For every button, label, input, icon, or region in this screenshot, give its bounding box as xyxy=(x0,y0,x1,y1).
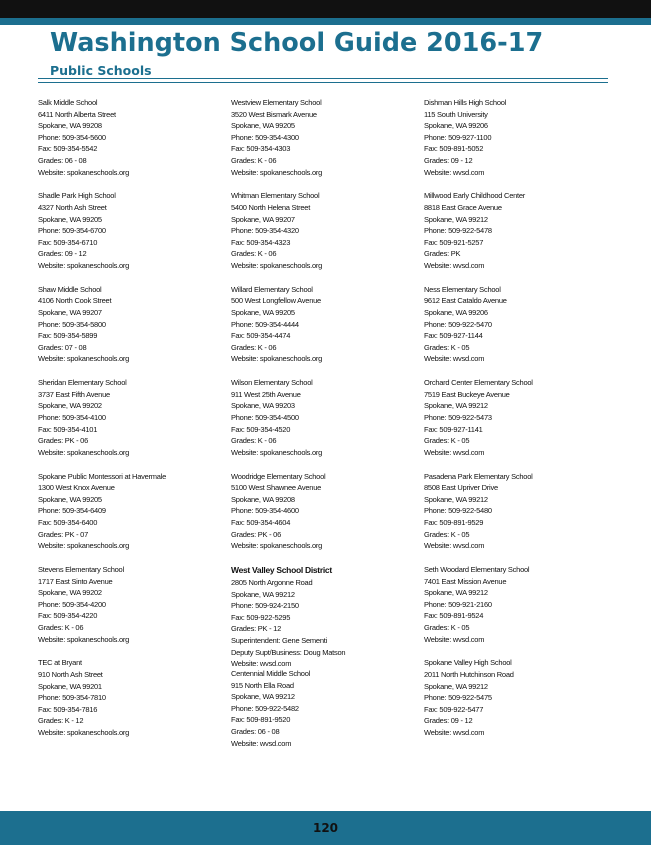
entry-detail-line: Phone: 509-354-6409 xyxy=(38,506,106,516)
entry-detail-line: Website: spokaneschools.org xyxy=(38,541,130,551)
entry-detail-line: 915 North Ella Road xyxy=(231,680,294,690)
entry-detail-line: 3737 East Fifth Avenue xyxy=(38,389,110,399)
entry-detail-line: Phone: 509-922-5478 xyxy=(424,226,492,236)
entry-detail-line: Fax: 509-354-4520 xyxy=(231,424,291,434)
entry-detail-line: Grades: PK xyxy=(424,249,461,259)
entry-detail-line: Fax: 509-354-5542 xyxy=(38,144,98,154)
entry-detail-line: Spokane, WA 99212 xyxy=(424,494,488,504)
school-name: Dishman Hills High School xyxy=(424,98,507,107)
school-entry xyxy=(231,97,421,190)
entry-detail-line: Phone: 509-922-5473 xyxy=(424,412,492,422)
entry-detail-line: Spokane, WA 99206 xyxy=(424,307,488,317)
school-entry xyxy=(424,657,614,750)
top-bar xyxy=(0,0,651,18)
school-name: Spokane Valley High School xyxy=(424,658,512,668)
entry-detail-line: Grades: 06 - 08 xyxy=(38,155,87,165)
entry-detail-line: 4327 North Ash Street xyxy=(38,202,107,212)
entry-detail-line: Deputy Supt/Business: Doug Matson xyxy=(231,647,346,657)
entry-detail-line: 2805 North Argonne Road xyxy=(231,577,313,587)
school-entry xyxy=(38,377,228,470)
entry-detail-line: Phone: 509-354-7810 xyxy=(38,693,106,703)
entry-detail-line: Website: spokaneschools.org xyxy=(231,541,323,551)
entry-detail-line: 7519 East Buckeye Avenue xyxy=(424,389,510,399)
entry-detail-line: Grades: PK - 07 xyxy=(38,529,89,539)
entry-detail-line: Fax: 509-891-9524 xyxy=(424,611,484,621)
entry-detail-line: Spokane, WA 99207 xyxy=(38,307,102,317)
entry-detail-line: Spokane, WA 99212 xyxy=(231,589,295,599)
entry-detail-line: Grades: 07 - 08 xyxy=(38,342,87,352)
school-entry xyxy=(424,377,614,470)
column-3 xyxy=(424,97,614,751)
school-entry xyxy=(38,284,228,377)
entry-detail-line: 910 North Ash Street xyxy=(38,669,103,679)
section-subtitle: Public Schools xyxy=(50,63,152,78)
entry-detail-line: Grades: K - 12 xyxy=(38,716,84,726)
entry-detail-line: Spokane, WA 99205 xyxy=(231,121,295,131)
entry-detail-line: Grades: 09 - 12 xyxy=(424,716,473,726)
entry-detail-line: Spokane, WA 99212 xyxy=(424,588,488,598)
school-name: Whitman Elementary School xyxy=(231,191,320,201)
entry-detail-line: Fax: 509-354-7816 xyxy=(38,704,98,714)
entry-detail-line: Fax: 509-354-4303 xyxy=(231,144,291,154)
entry-detail-line: Grades: K - 06 xyxy=(231,342,277,352)
school-entry xyxy=(38,97,228,190)
school-entry xyxy=(231,668,421,761)
entry-detail-line: Website: spokaneschools.org xyxy=(38,634,130,644)
entry-detail-line: 5100 West Shawnee Avenue xyxy=(231,483,322,493)
entry-detail-line: Phone: 509-354-5600 xyxy=(38,132,106,142)
school-entry xyxy=(231,471,421,564)
entry-detail-line: Website: spokaneschools.org xyxy=(231,167,323,177)
entry-detail-line: 6411 North Alberta Street xyxy=(38,109,116,119)
entry-detail-line: Website: wvsd.com xyxy=(424,167,485,177)
school-name: Wilson Elementary School xyxy=(231,378,313,388)
entry-detail-line: Spokane, WA 99207 xyxy=(231,214,295,224)
entry-detail-line: Grades: K - 06 xyxy=(231,249,277,259)
entry-detail-line: Fax: 509-891-5052 xyxy=(424,144,484,154)
entry-detail-line: Grades: K - 05 xyxy=(424,622,470,632)
school-name: TEC at Bryant xyxy=(38,658,82,668)
school-name: Salk Middle School xyxy=(38,98,98,107)
school-entry xyxy=(424,564,614,657)
school-entry xyxy=(424,97,614,190)
entry-detail-line: Phone: 509-922-5470 xyxy=(424,319,492,329)
school-name: Woodridge Elementary School xyxy=(231,471,326,481)
entry-detail-line: Fax: 509-891-9520 xyxy=(231,715,291,725)
school-entry xyxy=(38,564,228,657)
entry-detail-line: 8508 East Upriver Drive xyxy=(424,483,498,493)
entry-detail-line: Fax: 509-921-5257 xyxy=(424,237,484,247)
entry-detail-line: Spokane, WA 99202 xyxy=(38,588,102,598)
entry-detail-line: Website: wvsd.com xyxy=(424,447,485,457)
entry-detail-line: Website: spokaneschools.org xyxy=(231,447,323,457)
entry-detail-line: 8818 East Grace Avenue xyxy=(424,202,502,212)
district-name: West Valley School District xyxy=(231,564,332,575)
entry-detail-line: Website: spokaneschools.org xyxy=(231,354,323,364)
entry-detail-line: Fax: 509-922-5477 xyxy=(424,704,484,714)
entry-detail-line: Phone: 509-354-6700 xyxy=(38,226,106,236)
entry-detail-line: Spokane, WA 99203 xyxy=(231,401,295,411)
entry-detail-line: Website: wvsd.com xyxy=(231,738,292,748)
entry-detail-line: Fax: 509-927-1144 xyxy=(424,331,483,341)
entry-detail-line: Phone: 509-354-4600 xyxy=(231,506,299,516)
entry-detail-line: Phone: 509-354-5800 xyxy=(38,319,106,329)
school-name: Orchard Center Elementary School xyxy=(424,378,533,388)
school-name: Millwood Early Childhood Center xyxy=(424,191,526,201)
entry-detail-line: Spokane, WA 99205 xyxy=(38,214,102,224)
entry-detail-line: 911 West 25th Avenue xyxy=(231,389,301,399)
entry-detail-line: Spokane, WA 99206 xyxy=(424,121,488,131)
entry-detail-line: Fax: 509-354-4220 xyxy=(38,611,98,621)
entry-detail-line: Grades: PK - 12 xyxy=(231,624,282,634)
entry-detail-line: Website: spokaneschools.org xyxy=(38,447,130,457)
school-entry xyxy=(231,190,421,283)
entry-detail-line: Website: wvsd.com xyxy=(231,659,292,668)
entry-detail-line: Grades: 09 - 12 xyxy=(424,155,473,165)
header-rule-bottom xyxy=(38,82,608,83)
entry-detail-line: Website: wvsd.com xyxy=(424,727,485,737)
entry-detail-line: Website: wvsd.com xyxy=(424,541,485,551)
entry-detail-line: Phone: 509-354-4100 xyxy=(38,412,106,422)
school-name: Shadle Park High School xyxy=(38,191,116,201)
entry-detail-line: Phone: 509-354-4500 xyxy=(231,412,299,422)
entry-detail-line: 5400 North Helena Street xyxy=(231,202,311,212)
school-name: Stevens Elementary School xyxy=(38,564,124,574)
entry-detail-line: Grades: PK - 06 xyxy=(231,529,282,539)
school-entry xyxy=(424,471,614,564)
school-name: Seth Woodard Elementary School xyxy=(424,564,530,574)
entry-detail-line: Fax: 509-354-4101 xyxy=(38,424,98,434)
entry-detail-line: 500 West Longfellow Avenue xyxy=(231,296,321,306)
header-rule-top xyxy=(38,78,608,79)
entry-detail-line: Spokane, WA 99212 xyxy=(424,681,488,691)
entry-detail-line: Spokane, WA 99212 xyxy=(231,692,295,702)
entry-detail-line: Website: spokaneschools.org xyxy=(38,260,130,270)
entry-detail-line: Spokane, WA 99212 xyxy=(424,214,488,224)
entry-detail-line: Phone: 509-922-5475 xyxy=(424,693,492,703)
column-2 xyxy=(231,97,421,761)
entry-detail-line: Spokane, WA 99208 xyxy=(38,121,102,131)
school-entry xyxy=(231,284,421,377)
entry-detail-line: Phone: 509-924-2150 xyxy=(231,601,299,611)
entry-detail-line: Fax: 509-927-1141 xyxy=(424,424,483,434)
entry-detail-line: Superintendent: Gene Sementi xyxy=(231,635,327,645)
entry-detail-line: Spokane, WA 99205 xyxy=(231,307,295,317)
entry-detail-line: Grades: PK - 06 xyxy=(38,436,89,446)
entry-detail-line: Website: wvsd.com xyxy=(424,634,485,644)
entry-detail-line: Fax: 509-354-4474 xyxy=(231,331,291,341)
school-name: Centennial Middle School xyxy=(231,668,311,678)
entry-detail-line: Grades: K - 06 xyxy=(38,622,84,632)
entry-detail-line: 2011 North Hutchinson Road xyxy=(424,669,514,679)
entry-detail-line: Spokane, WA 99208 xyxy=(231,494,295,504)
school-entry xyxy=(424,190,614,283)
entry-detail-line: Fax: 509-891-9529 xyxy=(424,517,484,527)
entry-detail-line: 9612 East Cataldo Avenue xyxy=(424,296,507,306)
entry-detail-line: 115 South University xyxy=(424,109,488,119)
entry-detail-line: 7401 East Mission Avenue xyxy=(424,576,507,586)
school-name: Shaw Middle School xyxy=(38,284,102,294)
entry-detail-line: Phone: 509-922-5482 xyxy=(231,703,299,713)
school-entry xyxy=(38,471,228,564)
entry-detail-line: Phone: 509-921-2160 xyxy=(424,599,492,609)
entry-detail-line: 3520 West Bismark Avenue xyxy=(231,109,317,119)
school-name: Spokane Public Montessori at Havermale xyxy=(38,471,167,481)
entry-detail-line: Phone: 509-927-1100 xyxy=(424,132,492,142)
entry-detail-line: Website: wvsd.com xyxy=(424,260,485,270)
school-entry xyxy=(38,657,228,750)
school-name: Westview Elementary School xyxy=(231,98,322,107)
entry-detail-line: Website: spokaneschools.org xyxy=(38,167,130,177)
school-entry xyxy=(424,284,614,377)
entry-detail-line: Grades: 06 - 08 xyxy=(231,726,280,736)
entry-detail-line: Grades: K - 05 xyxy=(424,529,470,539)
entry-detail-line: Fax: 509-922-5295 xyxy=(231,612,291,622)
entry-detail-line: Grades: K - 05 xyxy=(424,436,470,446)
entry-detail-line: Phone: 509-354-4444 xyxy=(231,319,299,329)
page-number: 120 xyxy=(312,821,339,835)
page-title: Washington School Guide 2016-17 xyxy=(50,28,544,58)
district-entry xyxy=(231,564,421,668)
entry-detail-line: Website: wvsd.com xyxy=(424,354,485,364)
entry-detail-line: Fax: 509-354-4323 xyxy=(231,237,291,247)
entry-detail-line: Phone: 509-354-4320 xyxy=(231,226,299,236)
school-name: Sheridan Elementary School xyxy=(38,378,127,388)
entry-detail-line: Website: spokaneschools.org xyxy=(38,354,130,364)
school-name: Ness Elementary School xyxy=(424,284,501,294)
entry-detail-line: Fax: 509-354-5899 xyxy=(38,331,98,341)
entry-detail-line: Fax: 509-354-6400 xyxy=(38,517,98,527)
entry-detail-line: Fax: 509-354-4604 xyxy=(231,517,291,527)
entry-detail-line: 1717 East Sinto Avenue xyxy=(38,576,113,586)
entry-detail-line: Spokane, WA 99212 xyxy=(424,401,488,411)
school-entry xyxy=(38,190,228,283)
entry-detail-line: 4106 North Cook Street xyxy=(38,296,112,306)
entry-detail-line: Grades: K - 06 xyxy=(231,155,277,165)
entry-detail-line: Phone: 509-922-5480 xyxy=(424,506,492,516)
column-1 xyxy=(38,97,228,751)
entry-detail-line: Phone: 509-354-4300 xyxy=(231,132,299,142)
entry-detail-line: Fax: 509-354-6710 xyxy=(38,237,98,247)
entry-detail-line: Website: spokaneschools.org xyxy=(38,727,130,737)
entry-detail-line: Spokane, WA 99205 xyxy=(38,494,102,504)
entry-detail-line: Website: spokaneschools.org xyxy=(231,260,323,270)
entry-detail-line: 1300 West Knox Avenue xyxy=(38,483,115,493)
entry-detail-line: Spokane, WA 99202 xyxy=(38,401,102,411)
entry-detail-line: Grades: 09 - 12 xyxy=(38,249,87,259)
school-name: Pasadena Park Elementary School xyxy=(424,471,533,481)
entry-detail-line: Spokane, WA 99201 xyxy=(38,681,102,691)
school-name: Willard Elementary School xyxy=(231,284,313,294)
entry-detail-line: Grades: K - 05 xyxy=(424,342,470,352)
entry-detail-line: Phone: 509-354-4200 xyxy=(38,599,106,609)
top-accent-strip xyxy=(0,18,651,25)
school-entry xyxy=(231,377,421,470)
entry-detail-line: Grades: K - 06 xyxy=(231,436,277,446)
